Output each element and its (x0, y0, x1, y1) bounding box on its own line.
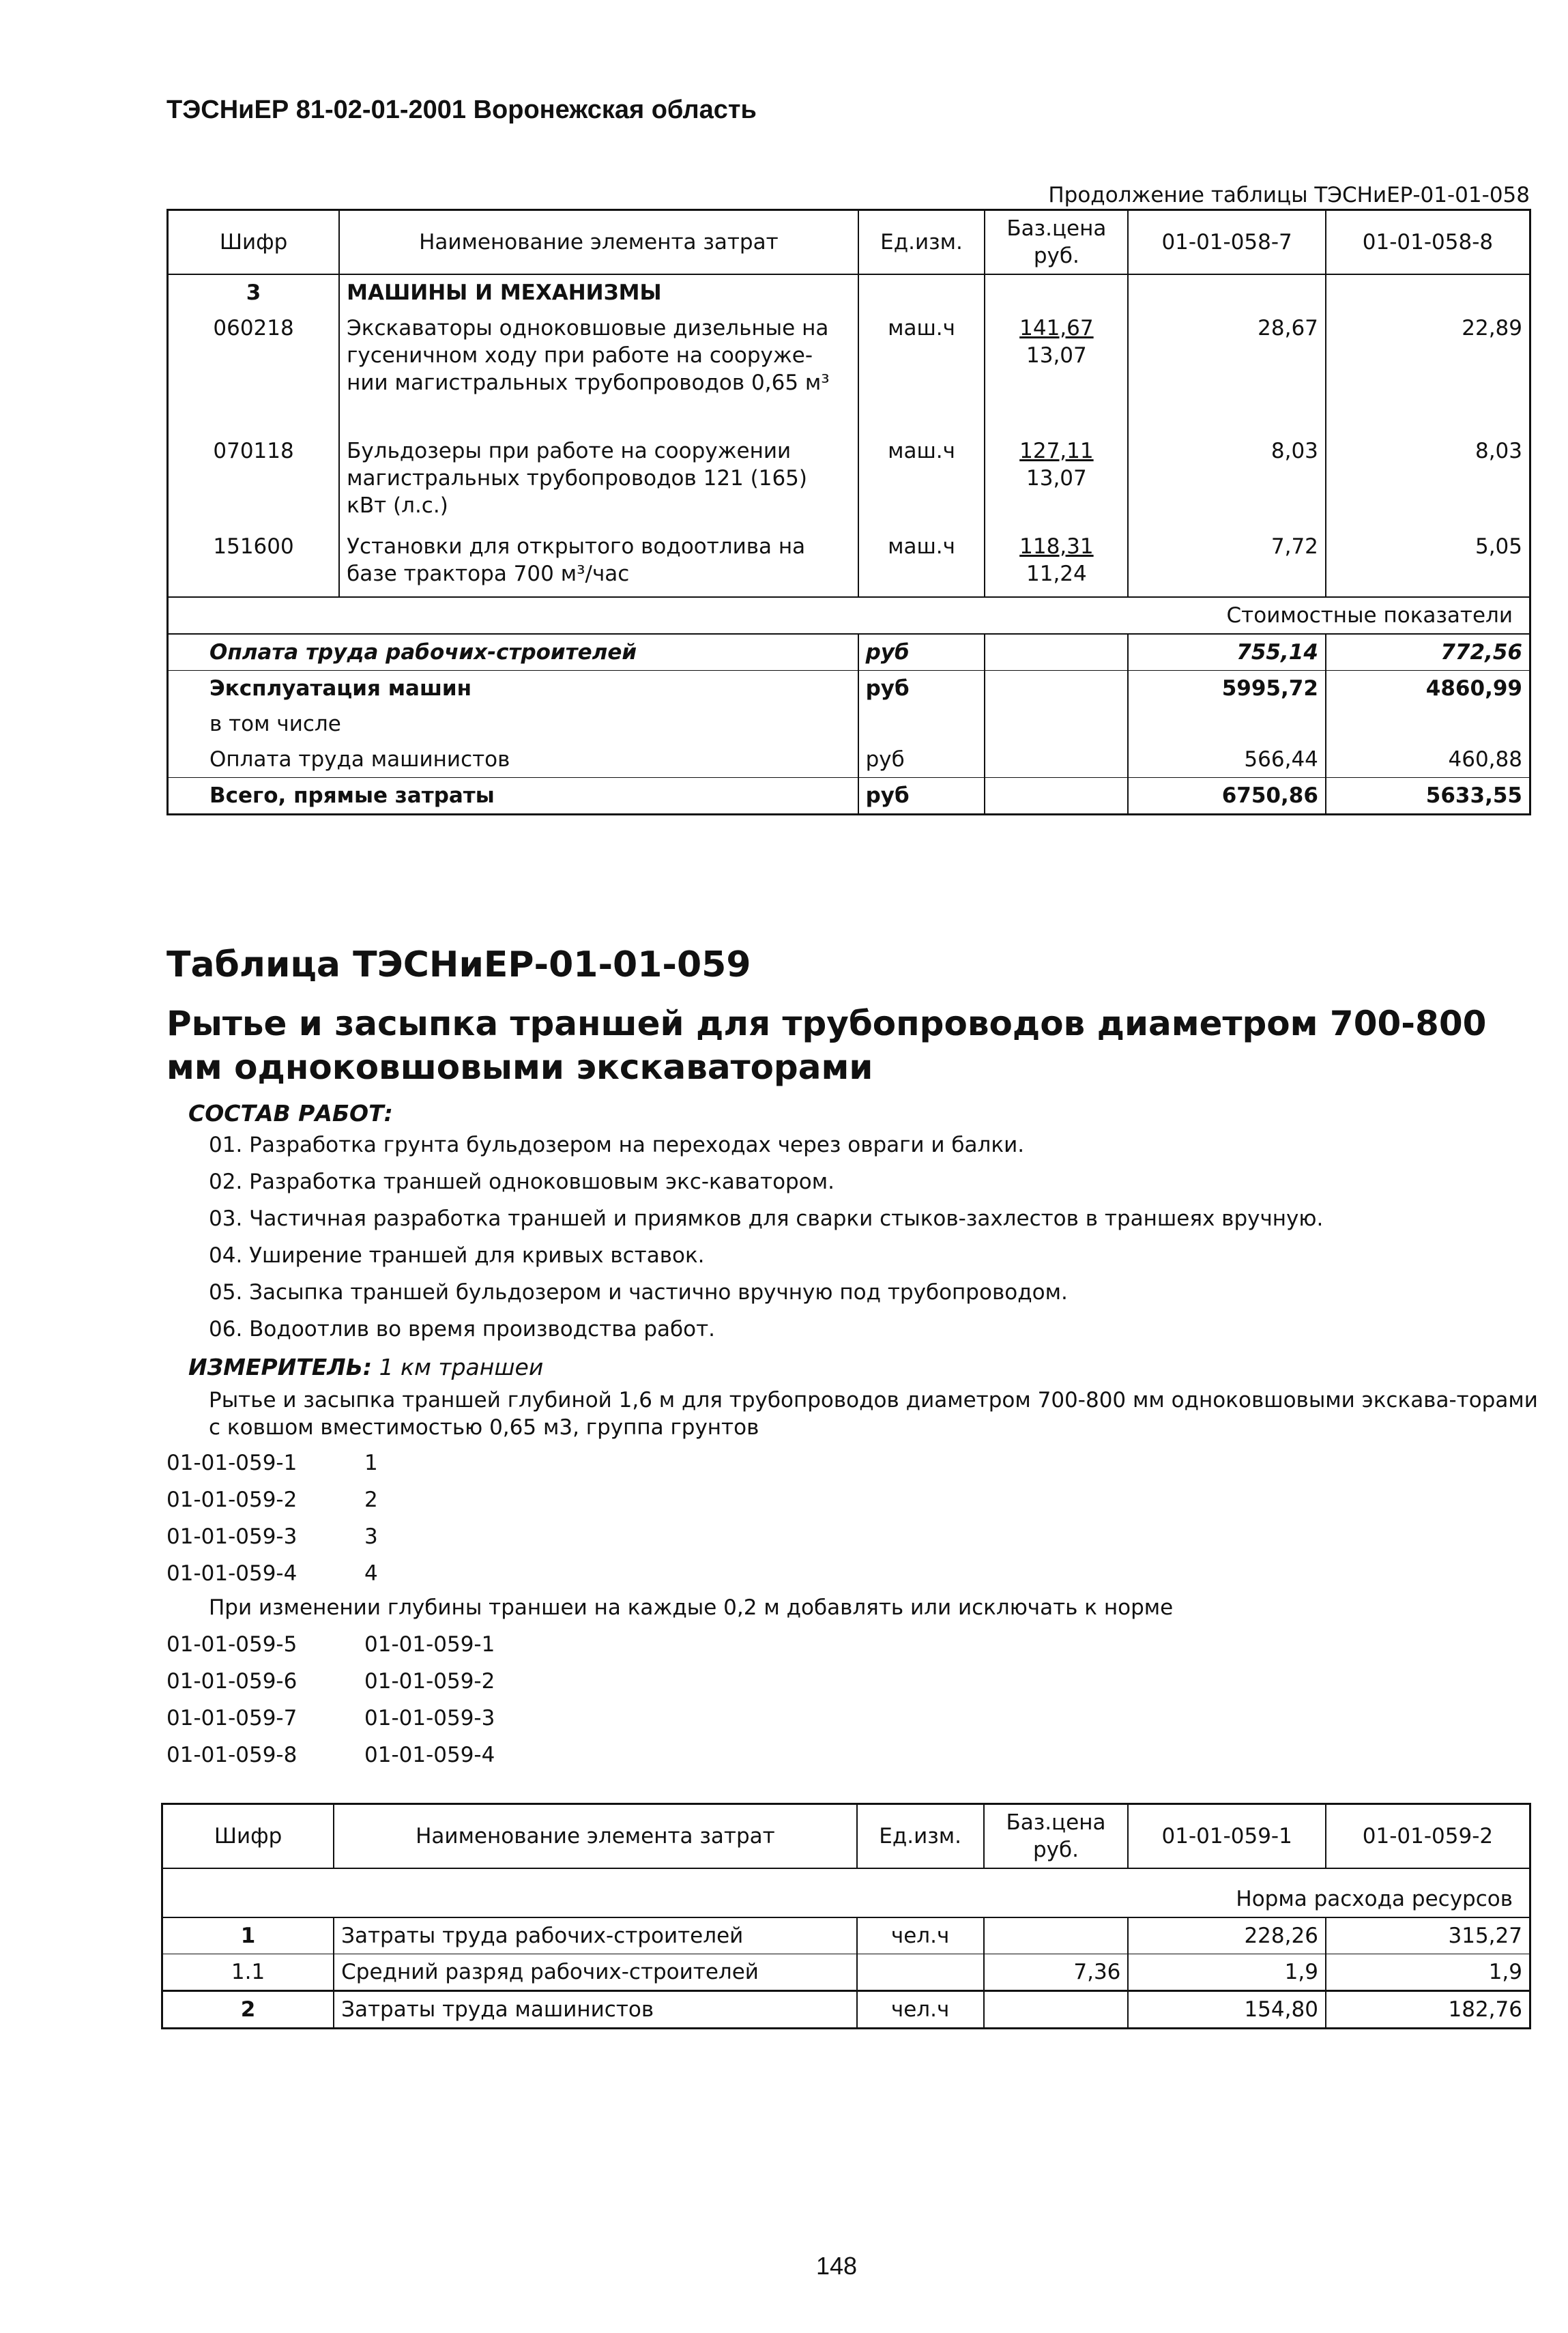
summary-value-1: 566,44 (1128, 742, 1326, 778)
row-code: 151600 (168, 529, 340, 597)
summary-value-2: 772,56 (1326, 634, 1530, 671)
row-name: Средний разряд рабочих-строителей (334, 1954, 857, 1991)
description: Рытье и засыпка траншей глубиной 1,6 м для трубопроводов диаметром 700-800 мм одноковшовыми экскава-торами с ковшом вместимостью 0,65 м3, группа грунтов (209, 1388, 1538, 1440)
col-header-price: Баз.цена руб. (984, 1804, 1129, 1869)
summary-unit: руб (858, 671, 985, 707)
row-price (985, 433, 1128, 529)
table-058 (166, 209, 1531, 815)
row-value-1: 154,80 (1128, 1991, 1326, 2029)
cost-label: Стоимостные показатели (168, 597, 1530, 634)
summary-name: Всего, прямые затраты (168, 778, 858, 815)
col-header-name: Наименование элемента затрат (339, 210, 858, 275)
price-top: 141,67 (1019, 316, 1094, 340)
row-code: 060218 (168, 310, 340, 433)
summary-value-2: 4860,99 (1326, 671, 1530, 707)
work-item: 06. Водоотлив во время производства работ. (209, 1317, 716, 1342)
row-unit (857, 1954, 984, 1991)
row-value-2: 8,03 (1326, 433, 1530, 529)
code-label: 01-01-059-3 (166, 1524, 297, 1549)
row-price (985, 529, 1128, 597)
norm-label: Норма расхода ресурсов (162, 1868, 1530, 1917)
summary-row (168, 742, 1530, 778)
sostav-label: СОСТАВ РАБОТ: (188, 1100, 393, 1127)
row-value-2: 315,27 (1326, 1917, 1530, 1954)
section-row (168, 274, 1530, 310)
table-header-row (162, 1804, 1530, 1869)
col-header-v1: 01-01-058-7 (1128, 210, 1326, 275)
price-top: 127,11 (1019, 439, 1094, 463)
summary-name: Оплата труда машинистов (168, 742, 858, 778)
table-row (162, 1991, 1530, 2029)
code-label: 01-01-059-6 (166, 1669, 297, 1694)
code-value: 1 (364, 1451, 378, 1475)
row-name: Затраты труда машинистов (334, 1991, 857, 2029)
row-value-2: 1,9 (1326, 1954, 1530, 1991)
row-price (985, 310, 1128, 433)
work-item: 05. Засыпка траншей бульдозером и частично вручную под трубопроводом. (209, 1280, 1068, 1305)
code-label: 01-01-059-2 (166, 1488, 297, 1512)
table-continuation-label: Продолжение таблицы ТЭСНиЕР-01-01-058 (1048, 183, 1530, 207)
code-value: 3 (364, 1524, 378, 1549)
table-subtitle: Рытье и засыпка траншей для трубопроводов диаметром 700-800 мм одноковшовыми экскаваторами (166, 1004, 1487, 1087)
izmeritel-label: ИЗМЕРИТЕЛЬ: (188, 1354, 373, 1380)
izmeritel-value: 1 км траншеи (379, 1354, 544, 1380)
summary-row (168, 706, 1530, 742)
col-header-price: Баз.цена руб. (985, 210, 1128, 275)
col-header-v2: 01-01-058-8 (1326, 210, 1530, 275)
summary-row (168, 634, 1530, 671)
summary-value-1: 5995,72 (1128, 671, 1326, 707)
code-value: 01-01-059-3 (364, 1706, 495, 1730)
price-bottom: 11,24 (1026, 562, 1087, 586)
row-unit: маш.ч (858, 433, 985, 529)
code-value: 4 (364, 1561, 378, 1586)
price-bottom: 13,07 (1026, 466, 1087, 491)
col-header-unit: Ед.изм. (858, 210, 985, 275)
row-value-1: 28,67 (1128, 310, 1326, 433)
work-item: 01. Разработка грунта бульдозером на переходах через овраги и балки. (209, 1133, 1025, 1157)
row-value-1: 1,9 (1128, 1954, 1326, 1991)
table-row (162, 1917, 1530, 1954)
col-header-code: Шифр (168, 210, 340, 275)
work-item: 04. Уширение траншей для кривых вставок. (209, 1243, 705, 1268)
table-row (168, 310, 1530, 433)
code-value: 01-01-059-1 (364, 1632, 495, 1657)
summary-value-1: 6750,86 (1128, 778, 1326, 815)
row-value-1: 7,72 (1128, 529, 1326, 597)
summary-name: Оплата труда рабочих-строителей (168, 634, 858, 671)
row-value-2: 182,76 (1326, 1991, 1530, 2029)
summary-row (168, 671, 1530, 707)
row-code: 070118 (168, 433, 340, 529)
summary-row (168, 778, 1530, 815)
code-label: 01-01-059-8 (166, 1743, 297, 1767)
izmeritel (188, 1354, 543, 1380)
summary-unit: руб (858, 742, 985, 778)
table-title: Таблица ТЭСНиЕР-01-01-059 (166, 944, 751, 985)
table-row (162, 1954, 1530, 1991)
row-unit: чел.ч (857, 1991, 984, 2029)
summary-value-2: 5633,55 (1326, 778, 1530, 815)
row-code: 2 (162, 1991, 334, 2029)
col-header-name: Наименование элемента затрат (334, 1804, 857, 1869)
summary-name: в том числе (168, 706, 858, 742)
code-label: 01-01-059-7 (166, 1706, 297, 1730)
col-header-v1: 01-01-059-1 (1128, 1804, 1326, 1869)
row-price (984, 1917, 1129, 1954)
summary-name: Эксплуатация машин (168, 671, 858, 707)
row-price: 7,36 (984, 1954, 1129, 1991)
row-value-2: 5,05 (1326, 529, 1530, 597)
row-name: Затраты труда рабочих-строителей (334, 1917, 857, 1954)
row-value-1: 228,26 (1128, 1917, 1326, 1954)
price-bottom: 13,07 (1026, 343, 1087, 368)
price-top: 118,31 (1019, 534, 1094, 559)
page-number: 148 (816, 2252, 858, 2280)
code-value: 01-01-059-4 (364, 1743, 495, 1767)
table-059 (161, 1803, 1531, 2029)
row-value-1: 8,03 (1128, 433, 1326, 529)
code-value: 2 (364, 1488, 378, 1512)
row-value-2: 22,89 (1326, 310, 1530, 433)
col-header-code: Шифр (162, 1804, 334, 1869)
col-header-v2: 01-01-059-2 (1326, 1804, 1530, 1869)
work-item: 03. Частичная разработка траншей и приямков для сварки стыков-захлестов в траншеях вручную. (209, 1206, 1324, 1231)
page-header-title: ТЭСНиЕР 81-02-01-2001 Воронежская область (166, 96, 757, 124)
col-header-unit: Ед.изм. (857, 1804, 984, 1869)
row-unit: чел.ч (857, 1917, 984, 1954)
code-label: 01-01-059-5 (166, 1632, 297, 1657)
work-item: 02. Разработка траншей одноковшовым экс-каватором. (209, 1170, 834, 1194)
row-code: 1.1 (162, 1954, 334, 1991)
row-name: Экскаваторы одноковшовые дизельные на гусеничном ходу при работе на сооруже-нии магистральных трубопроводов 0,65 м³ (339, 310, 858, 433)
summary-value-1: 755,14 (1128, 634, 1326, 671)
row-name: Бульдозеры при работе на сооружении магистральных трубопроводов 121 (165) кВт (л.с.) (339, 433, 858, 529)
code-value: 01-01-059-2 (364, 1669, 495, 1694)
code-label: 01-01-059-4 (166, 1561, 297, 1586)
table-row (168, 529, 1530, 597)
row-price (984, 1991, 1129, 2029)
row-code: 1 (162, 1917, 334, 1954)
depth-note: При изменении глубины траншеи на каждые 0,2 м добавлять или исключать к норме (209, 1595, 1174, 1620)
row-unit: маш.ч (858, 310, 985, 433)
table-row (168, 433, 1530, 529)
table-header-row (168, 210, 1530, 275)
summary-unit: руб (858, 778, 985, 815)
section-code: 3 (168, 274, 340, 310)
row-name: Установки для открытого водоотлива на базе трактора 700 м³/час (339, 529, 858, 597)
section-title: МАШИНЫ И МЕХАНИЗМЫ (339, 274, 858, 310)
norm-label-row (162, 1868, 1530, 1917)
summary-unit: руб (858, 634, 985, 671)
cost-label-row (168, 597, 1530, 634)
row-unit: маш.ч (858, 529, 985, 597)
code-label: 01-01-059-1 (166, 1451, 297, 1475)
summary-value-2: 460,88 (1326, 742, 1530, 778)
